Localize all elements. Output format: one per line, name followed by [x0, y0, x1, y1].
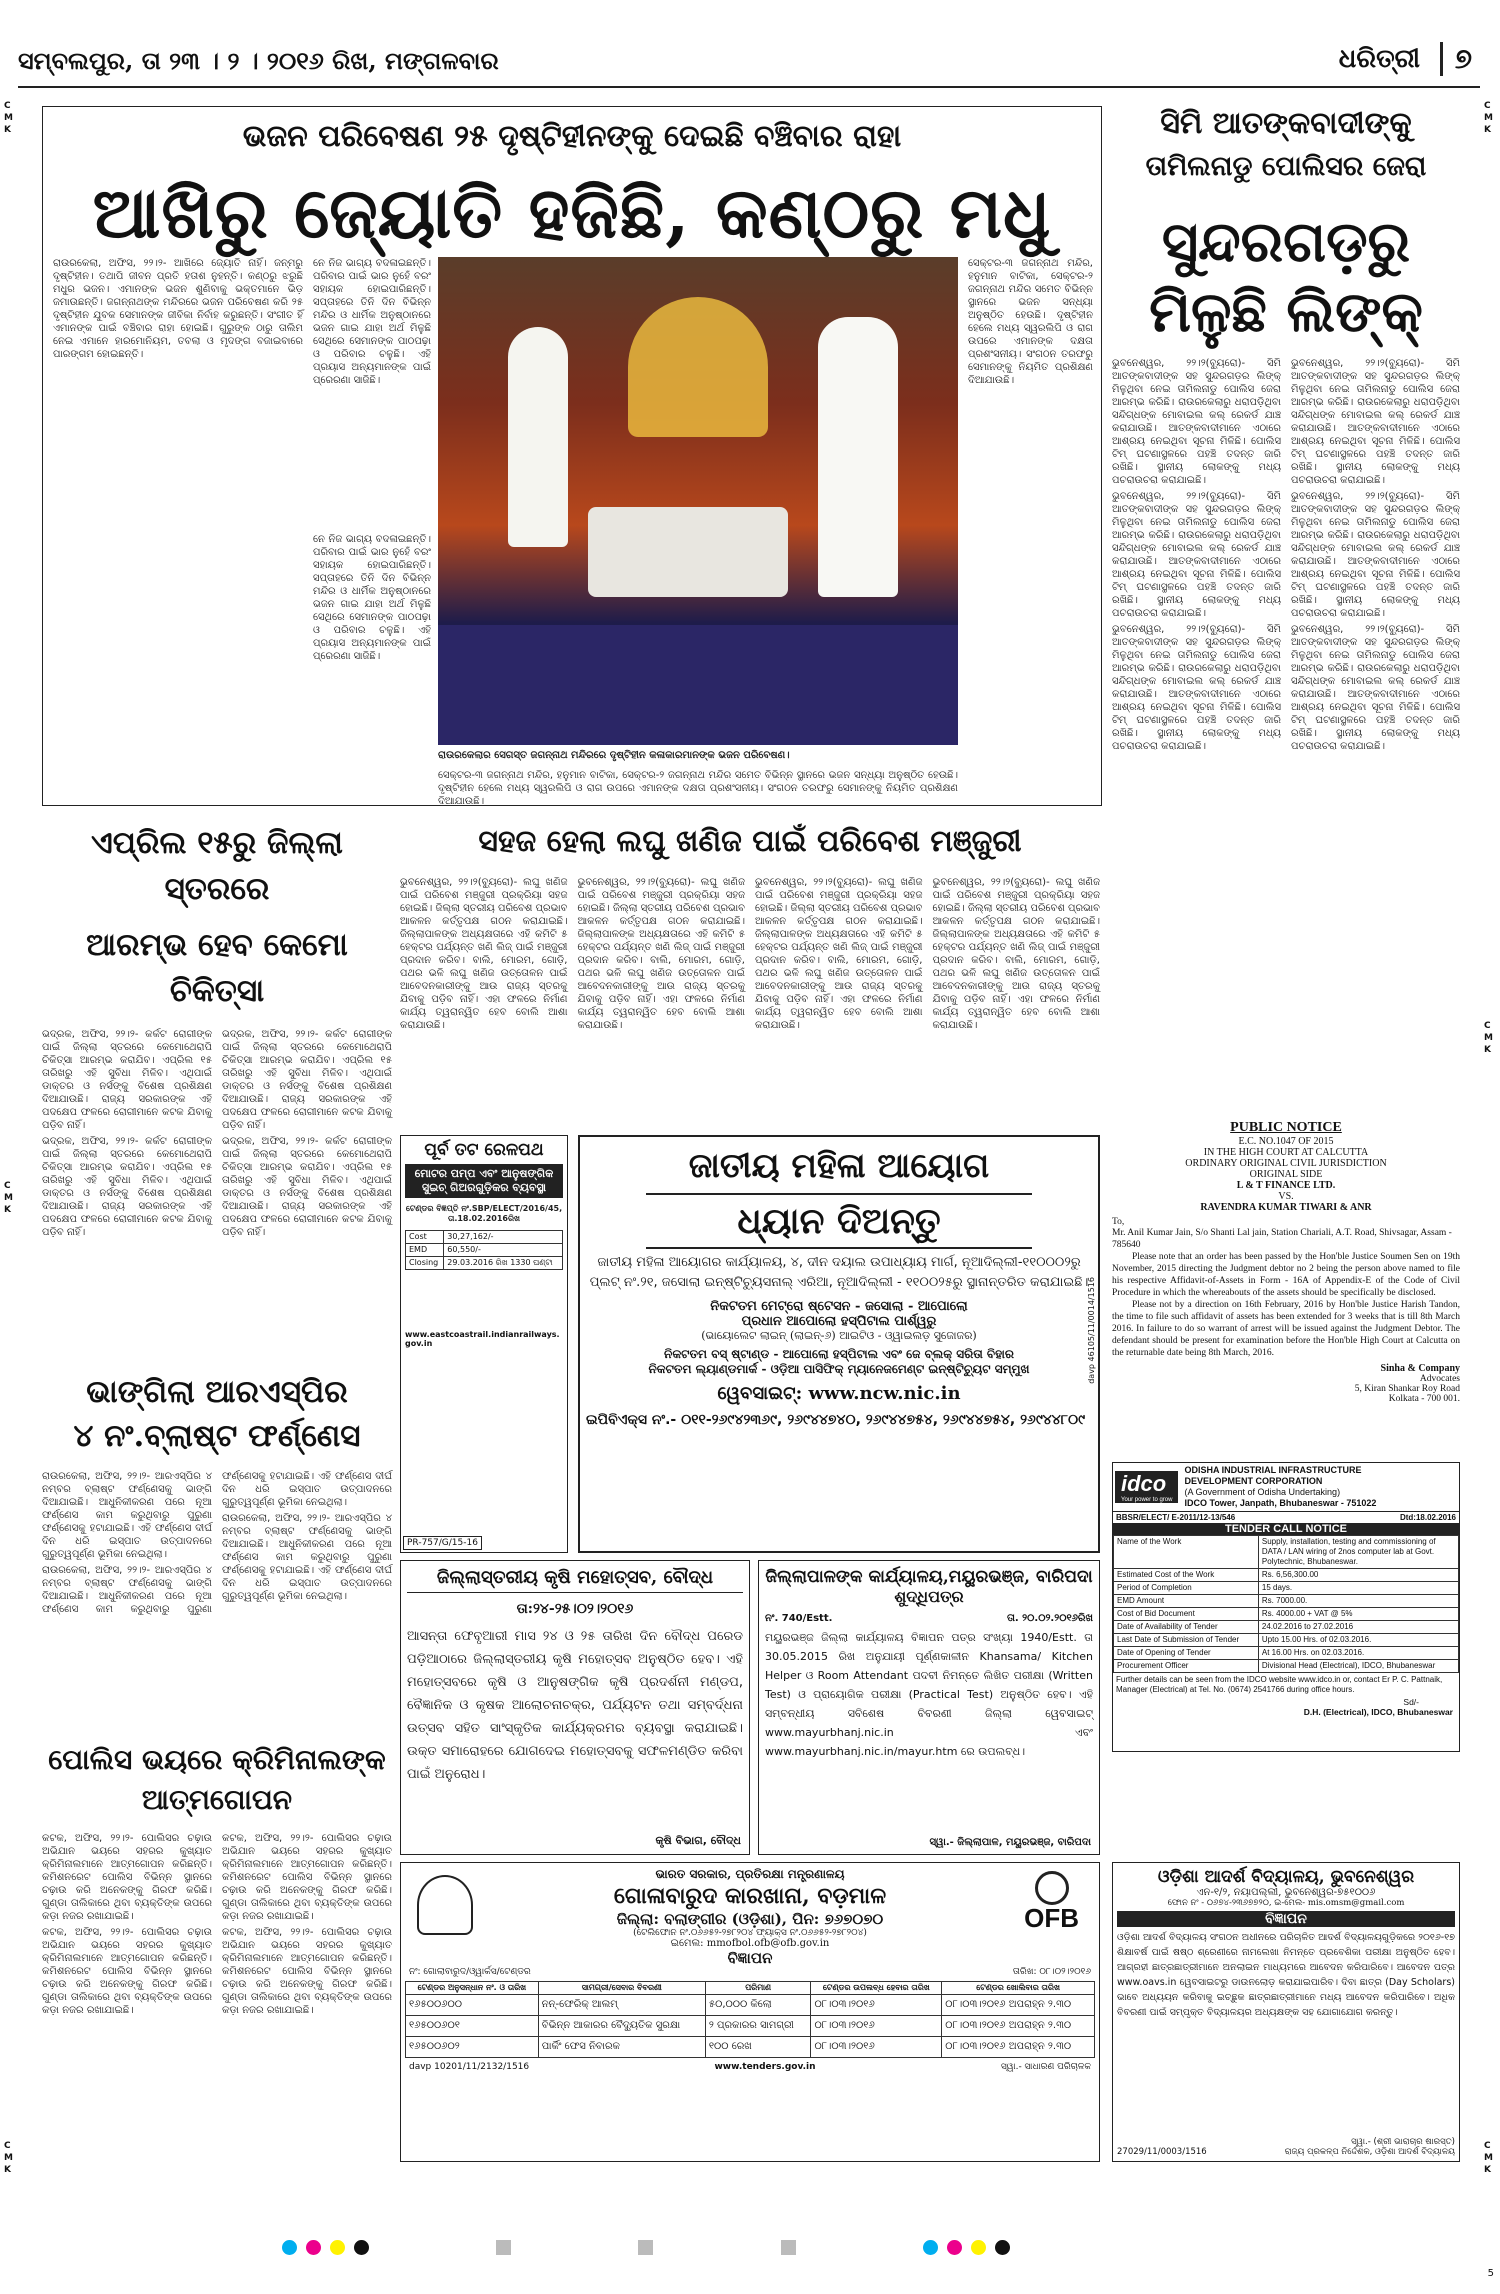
police-body-text-4: କଟକ, ଅଫିସ, ୨୨।୨- ପୋଲିସର ଚଢ଼ାଉ ଅଭିଯାନ ଭୟରେ ସହରର କୁଖ୍ୟାତ କ୍ରିମିନାଲମାନେ ଆତ୍ମଗୋପନ କରିଛନ୍ତି। କମିଶନରେଟ ପୋଲିସ ବିଭିନ୍ନ ସ୍ଥାନରେ ଚଢ଼ାଉ କରି ଅନେକଙ୍କୁ ଗିରଫ କରିଛି। ଗୁଣ୍ଡା ତାଲିକାରେ ଥିବା ବ୍ୟକ୍ତିଙ୍କ ଉପରେ କଡ଼ା ନଜର ରଖାଯାଇଛି।: [222, 1927, 392, 2016]
ofb-davp: davp 10201/11/2132/1516: [409, 2062, 530, 2072]
adarsha-bottom: [1117, 2147, 1455, 2157]
idco-cell-label: Name of the Work: [1114, 1536, 1259, 1569]
photo-deity: [628, 297, 768, 437]
idco-sign-2: D.H. (Electrical), IDCO, Bhubaneswar: [1303, 1707, 1453, 1717]
simi-body-text-6: ଭୁବନେଶ୍ୱର, ୨୨।୨(ବ୍ୟୁରୋ)- ସିମି ଆତଙ୍କବାଦୀଙ୍କ ସହ ସୁନ୍ଦରଗଡ଼ର ଲିଙ୍କ୍ ମିଳୁଥିବା ନେଇ ତାମିଲନାଡୁ ପୋଲିସ ଜେରା ଆରମ୍ଭ କରିଛି। ରାଉରକେଲାରୁ ଧରାପଡ଼ିଥିବା ସନ୍ଦିଗ୍ଧଙ୍କ ମୋବାଇଲ କଲ୍ ରେକର୍ଡ ଯାଞ୍ଚ କରାଯାଉଛି। ଆତଙ୍କବାଦୀମାନେ ଏଠାରେ ଆଶ୍ରୟ ନେଇଥିବା ସୂଚନା ମିଳିଛି। ପୋଲିସ ଟିମ୍ ଘଟଣାସ୍ଥଳରେ ପହଞ୍ଚି ତଦନ୍ତ ଜାରି ରଖିଛି। ସ୍ଥାନୀୟ ଲୋକଙ୍କୁ ମଧ୍ୟ ପଚରାଉଚରା କରାଯାଇଛି।: [1291, 624, 1460, 752]
ofb-cell: ୧୬୫୦୦୬୦୦: [406, 1995, 539, 2016]
idco-cell-value: 24.02.2016 to 27.02.2016: [1258, 1621, 1458, 1634]
chemo-story: [42, 820, 392, 1360]
env-body-text: ଭୁବନେଶ୍ୱର, ୨୨।୨(ବ୍ୟୁରୋ)- ଲଘୁ ଖଣିଜ ପାଇଁ ପରିବେଶ ମଞ୍ଜୁରୀ ପ୍ରକ୍ରିୟା ସହଜ ହୋଇଛି। ଜିଲ୍ଲା ସ୍ତରୀୟ ପରିବେଶ ପ୍ରଭାବ ଆକଳନ କର୍ତ୍ତୃପକ୍ଷ ଗଠନ କରାଯାଇଛି। ଜିଲ୍ଲାପାଳଙ୍କ ଅଧ୍ୟକ୍ଷତାରେ ଏହି କମିଟି ୫ ହେକ୍ଟର ପର୍ଯ୍ୟନ୍ତ ଖଣି ଲିଜ୍ ପାଇଁ ମଞ୍ଜୁରୀ ପ୍ରଦାନ କରିବ। ବାଲି, ମୋରମ, ଗୋଡ଼ି, ପଥର ଭଳି ଲଘୁ ଖଣିଜ ଉତ୍ତୋଳନ ପାଇଁ ଆବେଦନକାରୀଙ୍କୁ ଆଉ ରାଜ୍ୟ ସ୍ତରକୁ ଯିବାକୁ ପଡ଼ିବ ନାହିଁ। ଏହା ଫଳରେ ନିର୍ମାଣ କାର୍ଯ୍ୟ ତ୍ୱରାନ୍ୱିତ ହେବ ବୋଲି ଆଶା କରାଯାଉଛି।: [400, 877, 568, 1031]
cmk-mark-left-bottom: C M K: [4, 2141, 13, 2175]
police-body-text: କଟକ, ଅଫିସ, ୨୨।୨- ପୋଲିସର ଚଢ଼ାଉ ଅଭିଯାନ ଭୟରେ ସହରର କୁଖ୍ୟାତ କ୍ରିମିନାଲମାନେ ଆତ୍ମଗୋପନ କରିଛନ୍ତି। କମିଶନରେଟ ପୋଲିସ ବିଭିନ୍ନ ସ୍ଥାନରେ ଚଢ଼ାଉ କରି ଅନେକଙ୍କୁ ଗିରଫ କରିଛି। ଗୁଣ୍ଡା ତାଲିକାରେ ଥିବା ବ୍ୟକ୍ତିଙ୍କ ଉପରେ କଡ଼ା ନଜର ରଖାଯାଇଛି।: [42, 1833, 212, 1922]
idco-table: [1113, 1535, 1459, 1673]
police-headline: ପୋଲିସ ଭୟରେ କ୍ରିମିନାଲଙ୍କ ଆତ୍ମଗୋପନ: [48, 1743, 386, 1816]
idco-row: [1114, 1634, 1459, 1647]
env-body-text-4: ଭୁବନେଶ୍ୱର, ୨୨।୨(ବ୍ୟୁରୋ)- ଲଘୁ ଖଣିଜ ପାଇଁ ପରିବେଶ ମଞ୍ଜୁରୀ ପ୍ରକ୍ରିୟା ସହଜ ହୋଇଛି। ଜିଲ୍ଲା ସ୍ତରୀୟ ପରିବେଶ ପ୍ରଭାବ ଆକଳନ କର୍ତ୍ତୃପକ୍ଷ ଗଠନ କରାଯାଇଛି। ଜିଲ୍ଲାପାଳଙ୍କ ଅଧ୍ୟକ୍ଷତାରେ ଏହି କମିଟି ୫ ହେକ୍ଟର ପର୍ଯ୍ୟନ୍ତ ଖଣି ଲିଜ୍ ପାଇଁ ମଞ୍ଜୁରୀ ପ୍ରଦାନ କରିବ। ବାଲି, ମୋରମ, ଗୋଡ଼ି, ପଥର ଭଳି ଲଘୁ ଖଣିଜ ଉତ୍ତୋଳନ ପାଇଁ ଆବେଦନକାରୀଙ୍କୁ ଆଉ ରାଜ୍ୟ ସ୍ତରକୁ ଯିବାକୁ ପଡ଼ିବ ନାହିଁ। ଏହା ଫଳରେ ନିର୍ମାଣ କାର୍ଯ୍ୟ ତ୍ୱରାନ୍ୱିତ ହେବ ବୋଲି ଆଶା କରାଯାଉଛି।: [932, 877, 1101, 1031]
ofb-l4: (ଟେଲିଫୋନ ନଂ.୦୬୬୫୨-୨୭୮୨୦୪ ଫ୍ୟାକ୍ସ ନଂ.୦୬୬୫୨-୨୭୮୨୦୪): [633, 1928, 867, 1938]
chemo-headline-1: ଏପ୍ରିଲ ୧୫ରୁ ଜିଲ୍ଲା ସ୍ତରରେ: [91, 825, 343, 907]
masthead-rule: [18, 86, 1480, 88]
idco-title: TENDER CALL NOTICE: [1113, 1523, 1459, 1535]
ofb-footline: [405, 2062, 1095, 2072]
ofb-cell: ୦୮।୦୩।୨୦୧୬: [811, 2016, 942, 2037]
lead-body-4: [438, 769, 958, 807]
simi-body-text-3: ଭୁବନେଶ୍ୱର, ୨୨।୨(ବ୍ୟୁରୋ)- ସିମି ଆତଙ୍କବାଦୀଙ୍କ ସହ ସୁନ୍ଦରଗଡ଼ର ଲିଙ୍କ୍ ମିଳୁଥିବା ନେଇ ତାମିଲନାଡୁ ପୋଲିସ ଜେରା ଆରମ୍ଭ କରିଛି। ରାଉରକେଲାରୁ ଧରାପଡ଼ିଥିବା ସନ୍ଦିଗ୍ଧଙ୍କ ମୋବାଇଲ କଲ୍ ରେକର୍ଡ ଯାଞ୍ଚ କରାଯାଉଛି। ଆତଙ୍କବାଦୀମାନେ ଏଠାରେ ଆଶ୍ରୟ ନେଇଥିବା ସୂଚନା ମିଳିଛି। ପୋଲିସ ଟିମ୍ ଘଟଣାସ୍ଥଳରେ ପହଞ୍ଚି ତଦନ୍ତ ଜାରି ରଖିଛି। ସ୍ଥାନୀୟ ଲୋକଙ୍କୁ ମଧ୍ୟ ପଚରାଉଚରା କରାଯାଇଛି।: [1112, 624, 1281, 752]
idco-foot: Further details can be seen from the IDCO website www.idco.in or, contact Er P. C. Pattnaik, Manager (Electrical) at Tel. No. (0674) 2541766 during office hours.: [1116, 1675, 1443, 1694]
simi-body-text-4: ଭୁବନେଶ୍ୱର, ୨୨।୨(ବ୍ୟୁରୋ)- ସିମି ଆତଙ୍କବାଦୀଙ୍କ ସହ ସୁନ୍ଦରଗଡ଼ର ଲିଙ୍କ୍ ମିଳୁଥିବା ନେଇ ତାମିଲନାଡୁ ପୋଲିସ ଜେରା ଆରମ୍ଭ କରିଛି। ରାଉରକେଲାରୁ ଧରାପଡ଼ିଥିବା ସନ୍ଦିଗ୍ଧଙ୍କ ମୋବାଇଲ କଲ୍ ରେକର୍ଡ ଯାଞ୍ଚ କରାଯାଉଛି। ଆତଙ୍କବାଦୀମାନେ ଏଠାରେ ଆଶ୍ରୟ ନେଇଥିବା ସୂଚନା ମିଳିଛି। ପୋଲିସ ଟିମ୍ ଘଟଣାସ୍ଥଳରେ ପହଞ୍ଚି ତଦନ୍ତ ଜାରି ରଖିଛି। ସ୍ଥାନୀୟ ଲୋକଙ୍କୁ ମଧ୍ୟ ପଚରାଉଚରା କରାଯାଇଛି।: [1291, 358, 1460, 486]
krushi-sign: କୃଷି ବିଭାଗ, ବୌଦ୍ଧ: [655, 1834, 741, 1847]
notice-role: Advocates: [1419, 1374, 1460, 1384]
krushi-ad: [400, 1560, 750, 1855]
notice-firm: Sinha & Company: [1380, 1363, 1460, 1374]
ofb-cell: ୧୬୫୦୦୬୦୨: [406, 2037, 539, 2058]
chemo-body-text-2: ଭଦ୍ରକ, ଅଫିସ, ୨୨।୨- କର୍କଟ ରୋଗୀଙ୍କ ପାଇଁ ଜିଲ୍ଲା ସ୍ତରରେ କେମୋଥେରାପି ଚିକିତ୍ସା ଆରମ୍ଭ କରାଯିବ। ଏପ୍ରିଲ ୧୫ ତାରିଖରୁ ଏହି ସୁବିଧା ମିଳିବ। ଏଥିପାଇଁ ଡାକ୍ତର ଓ ନର୍ସଙ୍କୁ ବିଶେଷ ପ୍ରଶିକ୍ଷଣ ଦିଆଯାଉଛି। ରାଜ୍ୟ ସରକାରଙ୍କ ଏହି ପଦକ୍ଷେପ ଫଳରେ ରୋଗୀମାନେ କଟକ ଯିବାକୁ ପଡ଼ିବ ନାହିଁ।: [42, 1136, 212, 1238]
ofb-header-cell: ଟେଣ୍ଡର ଉପଲବ୍ଧ ହେବାର ତାରିଖ: [811, 1982, 942, 1995]
ofb-cell: ୨ ପ୍ରକାରର ସାମଗ୍ରୀ: [705, 2016, 811, 2037]
chemo-body-text-4: ଭଦ୍ରକ, ଅଫିସ, ୨୨।୨- କର୍କଟ ରୋଗୀଙ୍କ ପାଇଁ ଜିଲ୍ଲା ସ୍ତରରେ କେମୋଥେରାପି ଚିକିତ୍ସା ଆରମ୍ଭ କରାଯିବ। ଏପ୍ରିଲ ୧୫ ତାରିଖରୁ ଏହି ସୁବିଧା ମିଳିବ। ଏଥିପାଇଁ ଡାକ୍ତର ଓ ନର୍ସଙ୍କୁ ବିଶେଷ ପ୍ରଶିକ୍ଷଣ ଦିଆଯାଉଛି। ରାଜ୍ୟ ସରକାରଙ୍କ ଏହି ପଦକ୍ଷେପ ଫଳରେ ରୋଗୀମାନେ କଟକ ଯିବାକୁ ପଡ଼ିବ ନାହିଁ।: [222, 1136, 392, 1238]
ncw-bus: ନିକଟତମ ବସ୍ ଷ୍ଟାଣ୍ଡ - ଆପୋଲୋ ହସ୍ପିଟାଲ ଏବଂ ଜେ ବ୍ଲକ୍ ସରିତା ବିହାର: [664, 1347, 1014, 1361]
idco-cell-label: Last Date of Submission of Tender: [1114, 1634, 1259, 1647]
paper-logo: ଧରିତ୍ରୀ: [1338, 44, 1420, 74]
krushi-date: ତା:୨୪-୨୫।୦୨।୨୦୧୬: [516, 1601, 634, 1617]
dateline: ସମ୍ବଲପୁର, ତା ୨୩ । ୨ । ୨୦୧୬ ରିଖ, ମଙ୍ଗଳବାର: [18, 46, 499, 75]
ofb-emblem: [417, 1875, 473, 1935]
rail-site[interactable]: www.eastcoastrail.indianrailways.gov.in: [405, 1330, 560, 1348]
idco-row: [1114, 1647, 1459, 1660]
idco-cell-value: Rs. 6,56,300.00: [1258, 1569, 1458, 1582]
idco-ref: BBSR/ELECT/ E-2011/12-13/546: [1116, 1513, 1236, 1522]
lead-headline: ଆଖିରୁ ଜ୍ୟୋତି ହଜିଛି, କଣ୍ଠରୁ ମଧୁ: [92, 171, 1052, 254]
idco-cell-value: Divisional Head (Electrical), IDCO, Bhubaneswar: [1258, 1660, 1458, 1673]
police-body-text-3: କଟକ, ଅଫିସ, ୨୨।୨- ପୋଲିସର ଚଢ଼ାଉ ଅଭିଯାନ ଭୟରେ ସହରର କୁଖ୍ୟାତ କ୍ରିମିନାଲମାନେ ଆତ୍ମଗୋପନ କରିଛନ୍ତି। କମିଶନରେଟ ପୋଲିସ ବିଭିନ୍ନ ସ୍ଥାନରେ ଚଢ଼ାଉ କରି ଅନେକଙ୍କୁ ଗିରଫ କରିଛି। ଗୁଣ୍ଡା ତାଲିକାରେ ଥିବା ବ୍ୟକ୍ତିଙ୍କ ଉପରେ କଡ଼ା ନଜର ରଖାଯାଇଛି।: [222, 1833, 392, 1922]
mayur-title: ଜିଲ୍ଲାପାଳଙ୍କ କାର୍ଯ୍ୟାଳୟ,ମୟୁରଭଞ୍ଜ, ବାରିପଦା: [765, 1567, 1093, 1587]
ofb-header-cell: ଟେଣ୍ଡର ଖୋଲିବାର ତାରିଖ: [942, 1982, 1095, 1995]
rail-cost-label: Cost: [406, 1231, 444, 1244]
swatch-black-2: [995, 2240, 1010, 2255]
gray-patch-2: [638, 2240, 653, 2255]
ofb-cell: ନନ୍-ଫେରିକ୍ ଆଲମ୍: [538, 1995, 705, 2016]
ncw-metro: ନିକଟତମ ମେଟ୍ରୋ ଷ୍ଟେସନ - ଜସୋଲା - ଆପୋଲୋ: [710, 1299, 968, 1314]
ofb-header-cell: ଟେଣ୍ଡର ଅନୁସନ୍ଧାନ ନଂ. ଓ ତାରିଖ: [406, 1982, 539, 1995]
notice-p1: Please note that an order has been passed by the Hon'ble Justice Soumen Sen on 19th November, 2015 directing the Judgment debtor no 2 being the person above named to file his respective Affidavit-of-Assets in Form - 16A of Appendix-E of the Code of Civil Procedure in which the whereabouts of the assets should be specifically be disclosed.: [1112, 1252, 1460, 1298]
simi-headline-2: ମିଳୁଛି ଲିଙ୍କ୍: [1149, 279, 1423, 345]
lead-body-4-text: ସେକ୍ଟର-୩ ଜଗନ୍ନାଥ ମନ୍ଦିର, ହନୁମାନ ବାଟିକା, ସେକ୍ଟର-୨ ଜଗନ୍ନାଥ ମନ୍ଦିର ସମେତ ବିଭିନ୍ନ ସ୍ଥାନରେ ଭଜନ ସନ୍ଧ୍ୟା ଅନୁଷ୍ଠିତ ହେଉଛି। ଦୃଷ୍ଟିହୀନ ହେଲେ ମଧ୍ୟ ସ୍ୱରଲିପି ଓ ରାଗ ଉପରେ ଏମାନଙ୍କ ଦକ୍ଷତା ପ୍ରଶଂସନୀୟ। ସଂଗଠନ ତରଫରୁ ସେମାନଙ୍କୁ ନିୟମିତ ପ୍ରଶିକ୍ଷଣ ଦିଆଯାଉଛି।: [438, 770, 958, 807]
krushi-body: ଆସନ୍ତା ଫେବୃଆରୀ ମାସ ୨୪ ଓ ୨୫ ତାରିଖ ଦିନ ବୌଦ୍ଧ ପରେଡ ପଡ଼ିଆଠାରେ ଜିଲ୍ଲାସ୍ତରୀୟ କୃଷି ମହୋତ୍ସବ ଅନୁଷ୍ଠିତ ହେବ। ଏହି ମହୋତ୍ସବରେ କୃଷି ଓ ଆନୁଷଙ୍ଗିକ କୃଷି ପ୍ରଦର୍ଶନୀ ମଣ୍ଡପ, ବୈଜ୍ଞାନିକ ଓ କୃଷକ ଆଲୋଚନାଚକ୍ର, ପର୍ଯ୍ୟଟନ ତଥା ସମ୍ବର୍ଦ୍ଧନା ଉତ୍ସବ ସହିତ ସାଂସ୍କୃତିକ କାର୍ଯ୍ୟକ୍ରମର ବ୍ୟବସ୍ଥା କରାଯାଇଛି। ଉକ୍ତ ସମାରୋହରେ ଯୋଗଦେଇ ମହୋତ୍ସବକୁ ସଫଳମଣ୍ଡିତ କରିବା ପାଇଁ ଅନୁରୋଧ।: [407, 1629, 743, 1782]
idco-cell-label: EMD Amount: [1114, 1595, 1259, 1608]
lead-body-2-text: ନେ ନିଜ ଭାଗ୍ୟ ବଦଳାଇଛନ୍ତି। ପରିବାର ପାଇଁ ଭାର ନୁହେଁ ବରଂ ସହାୟକ ହୋଇପାରିଛନ୍ତି। ସପ୍ତାହରେ ତିନି ଦିନ ବିଭିନ୍ନ ମନ୍ଦିର ଓ ଧାର୍ମିକ ଅନୁଷ୍ଠାନରେ ଭଜନ ଗାଇ ଯାହା ଅର୍ଥ ମିଳୁଛି ସେଥିରେ ସେମାନଙ୍କ ପାଠପଢ଼ା ଓ ପରିବାର ଚଳୁଛି। ଏହି ପ୍ରୟାସ ଅନ୍ୟମାନଙ୍କ ପାଇଁ ପ୍ରେରଣା ସାଜିଛି।: [313, 258, 431, 386]
ncw-ad: [578, 1135, 1100, 1553]
idco-cell-label: Date of Availability of Tender: [1114, 1621, 1259, 1634]
ncw-phone: ଇପିବିଏକ୍ସ ନଂ.- ୦୧୧-୨୬୯୪୨୩୬୯, ୨୬୯୪୪୭୪୦, ୨୬୯୪୪୭୫୪, ୨୬୯୪୪୭୫୪, ୨୬୯୪୪୮୦୯: [586, 1412, 1086, 1428]
ofb-l3: ଜିଲ୍ଲା: ବଲାଙ୍ଗୀର (ଓଡ଼ିଶା), ପିନ: ୭୬୭୦୭୦: [616, 1910, 884, 1928]
simi-body-text: ଭୁବନେଶ୍ୱର, ୨୨।୨(ବ୍ୟୁରୋ)- ସିମି ଆତଙ୍କବାଦୀଙ୍କ ସହ ସୁନ୍ଦରଗଡ଼ର ଲିଙ୍କ୍ ମିଳୁଥିବା ନେଇ ତାମିଲନାଡୁ ପୋଲିସ ଜେରା ଆରମ୍ଭ କରିଛି। ରାଉରକେଲାରୁ ଧରାପଡ଼ିଥିବା ସନ୍ଦିଗ୍ଧଙ୍କ ମୋବାଇଲ କଲ୍ ରେକର୍ଡ ଯାଞ୍ଚ କରାଯାଉଛି। ଆତଙ୍କବାଦୀମାନେ ଏଠାରେ ଆଶ୍ରୟ ନେଇଥିବା ସୂଚନା ମିଳିଛି। ପୋଲିସ ଟିମ୍ ଘଟଣାସ୍ଥଳରେ ପହଞ୍ଚି ତଦନ୍ତ ଜାରି ରଖିଛି। ସ୍ଥାନୀୟ ଲୋକଙ୍କୁ ମଧ୍ୟ ପଚରାଉଚରା କରାଯାଇଛି।: [1112, 358, 1281, 486]
mayur-refline: [765, 1613, 1093, 1624]
idco-cell-label: Date of Opening of Tender: [1114, 1647, 1259, 1660]
ofb-cell: ୧୬୫୦୦୬୦୧: [406, 2016, 539, 2037]
idco-cell-value: Rs. 7000.00.: [1258, 1595, 1458, 1608]
notice-title: PUBLIC NOTICE: [1230, 1120, 1342, 1135]
ncw-exit: ପ୍ରଧାନ ଆପୋଲୋ ହସ୍ପିଟାଲ ପାର୍ଶ୍ୱରୁ: [741, 1314, 937, 1329]
notice-p2: Please not by a direction on 16th February, 2016 by Hon'ble Justice Harish Tandon, the time to file such affidavit of assets has been extended for 3 weeks that is till 8th March 2016. In failure to do so warrant of arrest will be issued against the Judgment Debtor. The defendant should be present for examination before the Hon'ble High Court at Calcutta on the returnable date being 8th March, 2016.: [1112, 1300, 1460, 1358]
rail-emd-label: EMD: [406, 1244, 444, 1257]
rail-ref: PR-757/G/15-16: [403, 1536, 482, 1550]
adarsha-sign-2: ରାଜ୍ୟ ପ୍ରକଳ୍ପ ନିର୍ଦ୍ଦେଶକ, ଓଡ଼ିଶା ଆଦର୍ଶ ବିଦ୍ୟାଳୟ: [1284, 2147, 1455, 2157]
simi-body-text-2: ଭୁବନେଶ୍ୱର, ୨୨।୨(ବ୍ୟୁରୋ)- ସିମି ଆତଙ୍କବାଦୀଙ୍କ ସହ ସୁନ୍ଦରଗଡ଼ର ଲିଙ୍କ୍ ମିଳୁଥିବା ନେଇ ତାମିଲନାଡୁ ପୋଲିସ ଜେରା ଆରମ୍ଭ କରିଛି। ରାଉରକେଲାରୁ ଧରାପଡ଼ିଥିବା ସନ୍ଦିଗ୍ଧଙ୍କ ମୋବାଇଲ କଲ୍ ରେକର୍ଡ ଯାଞ୍ଚ କରାଯାଉଛି। ଆତଙ୍କବାଦୀମାନେ ଏଠାରେ ଆଶ୍ରୟ ନେଇଥିବା ସୂଚନା ମିଳିଛି। ପୋଲିସ ଟିମ୍ ଘଟଣାସ୍ଥଳରେ ପହଞ୍ଚି ତଦନ୍ତ ଜାରି ରଖିଛି। ସ୍ଥାନୀୟ ଲୋକଙ୍କୁ ମଧ୍ୟ ପଚରାଉଚରା କରାଯାଇଛି।: [1112, 491, 1281, 619]
lead-photo: [438, 257, 958, 745]
swatch-black: [354, 2240, 369, 2255]
blast-headline-2: ୪ ନଂ.ବ୍ଲାଷ୍ଟ ଫର୍ଣ୍ଣେସ: [73, 1418, 361, 1454]
ncw-line: (ଭାୟୋଲେଟ ଲାଇନ୍ (ଲାଇନ୍-୬) ଆଇଟିଓ - ଓ୍ୱାଇଲଡ଼ ସୁଜୋଜର): [701, 1329, 977, 1342]
idco-name-1: ODISHA INDUSTRIAL INFRASTRUCTURE: [1184, 1465, 1362, 1475]
cmk-mark-right-mid: C M K: [1484, 1021, 1493, 1055]
idco-addr: IDCO Tower, Janpath, Bhubaneswar - 751022: [1184, 1498, 1377, 1508]
idco-cell-value: Rs. 4000.00 + VAT @ 5%: [1258, 1608, 1458, 1621]
blast-body-text-2: ରାଉରକେଲା, ଅଫିସ, ୨୨।୨- ଆରଏସ୍‌ପିର ୪ ନମ୍ବର ବ୍ଲାଷ୍ଟ ଫର୍ଣ୍ଣେସକୁ ଭାଙ୍ଗି ଦିଆଯାଇଛି। ଆଧୁନିକୀକରଣ ପରେ ନୂଆ ଫର୍ଣ୍ଣେସ କାମ କରୁଥିବାରୁ ପୁରୁଣା ଫର୍ଣ୍ଣେସକୁ ହଟାଯାଇଛି। ଏହି ଫର୍ଣ୍ଣେସ ଦୀର୍ଘ ଦିନ ଧରି ଇସ୍ପାତ ଉତ୍ପାଦନରେ ଗୁରୁତ୍ୱପୂର୍ଣ୍ଣ ଭୂମିକା ନେଇଥିଲା।: [42, 1471, 392, 1615]
env-body-text-3: ଭୁବନେଶ୍ୱର, ୨୨।୨(ବ୍ୟୁରୋ)- ଲଘୁ ଖଣିଜ ପାଇଁ ପରିବେଶ ମଞ୍ଜୁରୀ ପ୍ରକ୍ରିୟା ସହଜ ହୋଇଛି। ଜିଲ୍ଲା ସ୍ତରୀୟ ପରିବେଶ ପ୍ରଭାବ ଆକଳନ କର୍ତ୍ତୃପକ୍ଷ ଗଠନ କରାଯାଇଛି। ଜିଲ୍ଲାପାଳଙ୍କ ଅଧ୍ୟକ୍ଷତାରେ ଏହି କମିଟି ୫ ହେକ୍ଟର ପର୍ଯ୍ୟନ୍ତ ଖଣି ଲିଜ୍ ପାଇଁ ମଞ୍ଜୁରୀ ପ୍ରଦାନ କରିବ। ବାଲି, ମୋରମ, ଗୋଡ଼ି, ପଥର ଭଳି ଲଘୁ ଖଣିଜ ଉତ୍ତୋଳନ ପାଇଁ ଆବେଦନକାରୀଙ୍କୁ ଆଉ ରାଜ୍ୟ ସ୍ତରକୁ ଯିବାକୁ ପଡ଼ିବ ନାହିଁ। ଏହା ଫଳରେ ନିର୍ମାଣ କାର୍ଯ୍ୟ ତ୍ୱରାନ୍ୱିତ ହେବ ବୋଲି ଆଶା କରାଯାଉଛି।: [755, 877, 923, 1031]
ofb-header-cell: ସାମଗ୍ରୀ/ସେବାର ବିବରଣୀ: [538, 1982, 705, 1995]
page-number: ୭: [1440, 42, 1472, 76]
ofb-refline: [405, 1967, 1095, 1977]
idco-cell-value: Supply, installation, testing and commissioning of DATA / LAN wiring of 2nos computer lab at Govt. Polytechnic, Bhubaneswar.: [1258, 1536, 1458, 1569]
cmk-mark-left-top: C M K: [4, 101, 13, 135]
idco-sub: (A Government of Odisha Undertaking): [1184, 1487, 1341, 1497]
rail-cost: 30,27,162/-: [444, 1231, 563, 1244]
lead-body-2b-text: ନେ ନିଜ ଭାଗ୍ୟ ବଦଳାଇଛନ୍ତି। ପରିବାର ପାଇଁ ଭାର ନୁହେଁ ବରଂ ସହାୟକ ହୋଇପାରିଛନ୍ତି। ସପ୍ତାହରେ ତିନି ଦିନ ବିଭିନ୍ନ ମନ୍ଦିର ଓ ଧାର୍ମିକ ଅନୁଷ୍ଠାନରେ ଭଜନ ଗାଇ ଯାହା ଅର୍ଥ ମିଳୁଛି ସେଥିରେ ସେମାନଙ୍କ ପାଠପଢ଼ା ଓ ପରିବାର ଚଳୁଛି। ଏହି ପ୍ରୟାସ ଅନ୍ୟମାନଙ୍କ ପାଇଁ ପ୍ରେରଣା ସାଜିଛି।: [313, 534, 431, 662]
idco-row: [1114, 1595, 1459, 1608]
registration-bar: [280, 2240, 1280, 2260]
ofb-date: ତାରିଖ: ୦୮।୦୨।୨୦୧୬: [1012, 1967, 1091, 1977]
ofb-cell: ୦୮।୦୩।୨୦୧୬ ଅପରାହ୍ନ ୨.୩୦: [942, 2016, 1095, 2037]
lead-body-3-text: ସେକ୍ଟର-୩ ଜଗନ୍ନାଥ ମନ୍ଦିର, ହନୁମାନ ବାଟିକା, ସେକ୍ଟର-୨ ଜଗନ୍ନାଥ ମନ୍ଦିର ସମେତ ବିଭିନ୍ନ ସ୍ଥାନରେ ଭଜନ ସନ୍ଧ୍ୟା ଅନୁଷ୍ଠିତ ହେଉଛି। ଦୃଷ୍ଟିହୀନ ହେଲେ ମଧ୍ୟ ସ୍ୱରଲିପି ଓ ରାଗ ଉପରେ ଏମାନଙ୍କ ଦକ୍ଷତା ପ୍ରଶଂସନୀୟ। ସଂଗଠନ ତରଫରୁ ସେମାନଙ୍କୁ ନିୟମିତ ପ୍ରଶିକ୍ଷଣ ଦିଆଯାଉଛି।: [968, 258, 1093, 386]
rail-closing-label: Closing: [406, 1257, 444, 1270]
swatch-cyan-2: [923, 2240, 938, 2255]
lead-body-1: [53, 257, 303, 797]
mayur-sign: ସ୍ୱା.- ଜିଲ୍ଲାପାଳ, ମୟୁରଭଞ୍ଜ, ବାରିପଦା: [929, 1837, 1091, 1848]
swatch-magenta: [306, 2240, 321, 2255]
ofb-ad: [400, 1862, 1100, 2162]
simi-body-text-5: ଭୁବନେଶ୍ୱର, ୨୨।୨(ବ୍ୟୁରୋ)- ସିମି ଆତଙ୍କବାଦୀଙ୍କ ସହ ସୁନ୍ଦରଗଡ଼ର ଲିଙ୍କ୍ ମିଳୁଥିବା ନେଇ ତାମିଲନାଡୁ ପୋଲିସ ଜେରା ଆରମ୍ଭ କରିଛି। ରାଉରକେଲାରୁ ଧରାପଡ଼ିଥିବା ସନ୍ଦିଗ୍ଧଙ୍କ ମୋବାଇଲ କଲ୍ ରେକର୍ଡ ଯାଞ୍ଚ କରାଯାଉଛି। ଆତଙ୍କବାଦୀମାନେ ଏଠାରେ ଆଶ୍ରୟ ନେଇଥିବା ସୂଚନା ମିଳିଛି। ପୋଲିସ ଟିମ୍ ଘଟଣାସ୍ଥଳରେ ପହଞ୍ଚି ତଦନ୍ତ ଜାରି ରଖିଛି। ସ୍ଥାନୀୟ ଲୋକଙ୍କୁ ମଧ୍ୟ ପଚରାଉଚରା କରାଯାଇଛି।: [1291, 491, 1460, 619]
photo-singer-right: [818, 317, 898, 597]
mayur-body: ମୟୁରଭଞ୍ଜ ଜିଲ୍ଲା କାର୍ଯ୍ୟାଳୟ ବିଜ୍ଞାପନ ପତ୍ର ସଂଖ୍ୟା 1940/Estt. ତା 30.05.2015 ରିଖ ଅନୁଯାୟୀ ପୂର୍ଣ୍ଣକାଳୀନ Khansama/ Kitchen Helper ଓ Room Attendant ପଦବୀ ନିମନ୍ତେ ଲିଖିତ ପରୀକ୍ଷା (Written Test) ଓ ପ୍ରାୟୋଗିକ ପରୀକ୍ଷା (Practical Test) ଅନୁଷ୍ଠିତ ହେବ। ଏହି ସମ୍ବନ୍ଧୀୟ ସବିଶେଷ ବିବରଣୀ ଜିଲ୍ଲା ୱେବସାଇଟ୍ www.mayurbhanj.nic.in ଏବଂ www.mayurbhanj.nic.in/mayur.htm ରେ ଉପଲବ୍ଧ।: [765, 1631, 1093, 1758]
mayur-sub: ଶୁଦ୍ଧିପତ୍ର: [894, 1587, 964, 1606]
rail-title: ପୂର୍ବ ତଟ ରେଳପଥ: [424, 1140, 544, 1160]
police-body-text-2: କଟକ, ଅଫିସ, ୨୨।୨- ପୋଲିସର ଚଢ଼ାଉ ଅଭିଯାନ ଭୟରେ ସହରର କୁଖ୍ୟାତ କ୍ରିମିନାଲମାନେ ଆତ୍ମଗୋପନ କରିଛନ୍ତି। କମିଶନରେଟ ପୋଲିସ ବିଭିନ୍ନ ସ୍ଥାନରେ ଚଢ଼ାଉ କରି ଅନେକଙ୍କୁ ଗିରଫ କରିଛି। ଗୁଣ୍ଡା ତାଲିକାରେ ଥିବା ବ୍ୟକ୍ତିଙ୍କ ଉପରେ କଡ଼ା ନଜର ରଖାଯାଇଛି।: [42, 1927, 212, 2016]
police-story: [42, 1740, 392, 2160]
adarsha-mail: ଫୋନ ନଂ - ୦୬୭୪-୨୩୬୭୭୨୦, ଇ-ମେଲ- mis.omsm@gmail.com: [1167, 1898, 1405, 1908]
idco-logo: [1115, 1471, 1178, 1503]
notice-l5: L & T FINANCE LTD.: [1236, 1180, 1336, 1191]
idco-row: [1114, 1582, 1459, 1595]
env-body: [400, 876, 1100, 1121]
swatch-cyan: [282, 2240, 297, 2255]
chemo-headline-2: ଆରମ୍ଭ ହେବ କେମୋ ଚିକିତ୍ସା: [86, 927, 348, 1009]
idco-row: [1114, 1621, 1459, 1634]
lead-kicker: ଭଜନ ପରିବେଷଣ ୨୫ ଦୃଷ୍ଟିହୀନଙ୍କୁ ଦେଇଛି ବଞ୍ଚିବାର ରାହା: [242, 119, 902, 154]
idco-row: [1114, 1536, 1459, 1569]
ofb-table: [405, 1981, 1095, 2058]
lead-body-2: [313, 257, 431, 525]
swatch-yellow: [330, 2240, 345, 2255]
notice-l6: VS.: [1278, 1191, 1294, 1202]
public-notice: [1112, 1120, 1460, 1460]
ofb-cell: ୧୦୦ ରେଖ: [705, 2037, 811, 2058]
photo-children: [588, 507, 788, 597]
ofb-cell: ୦୮।୦୩।୨୦୧୬: [811, 1995, 942, 2016]
idco-logo-text: idco: [1121, 1471, 1167, 1496]
idco-cell-value: Upto 15.00 Hrs. of 02.03.2016.: [1258, 1634, 1458, 1647]
cmk-mark-left-mid: C M K: [4, 1181, 13, 1215]
page-corner-number: 5: [1487, 2268, 1494, 2279]
gray-patch-3: [781, 2240, 796, 2255]
gray-patch-1: [496, 2240, 511, 2255]
idco-dated: Dtd:18.02.2016: [1399, 1513, 1456, 1522]
idco-refline: [1113, 1512, 1459, 1523]
adarsha-sign: ସ୍ୱା.- (ଶ୍ରୀ ଭାରାଚାର ଷାରସ୍ତ): [1351, 2137, 1455, 2147]
ncw-web[interactable]: ୱେବସାଇଟ୍: www.ncw.nic.in: [717, 1383, 961, 1404]
chemo-body-text: ଭଦ୍ରକ, ଅଫିସ, ୨୨।୨- କର୍କଟ ରୋଗୀଙ୍କ ପାଇଁ ଜିଲ୍ଲା ସ୍ତରରେ କେମୋଥେରାପି ଚିକିତ୍ସା ଆରମ୍ଭ କରାଯିବ। ଏପ୍ରିଲ ୧୫ ତାରିଖରୁ ଏହି ସୁବିଧା ମିଳିବ। ଏଥିପାଇଁ ଡାକ୍ତର ଓ ନର୍ସଙ୍କୁ ବିଶେଷ ପ୍ରଶିକ୍ଷଣ ଦିଆଯାଉଛି। ରାଜ୍ୟ ସରକାରଙ୍କ ଏହି ପଦକ୍ଷେପ ଫଳରେ ରୋଗୀମାନେ କଟକ ଯିବାକୁ ପଡ଼ିବ ନାହିଁ।: [42, 1029, 212, 1131]
ncw-body: ଜାତୀୟ ମହିଳା ଆୟୋଗର କାର୍ଯ୍ୟାଳୟ, ୪, ଦୀନ ଦୟାଲ ଉପାଧ୍ୟାୟ ମାର୍ଗ, ନୂଆଦିଲ୍ଲୀ-୧୧୦୦୦୨ରୁ ପ୍ଲଟ୍ ନଂ.୨୧, ଜସୋଲା ଇନ୍‌ଷ୍ଟିଚ୍ୟୁସନାଲ୍ ଏରିଆ, ନୂଆଦିଲ୍ଲୀ - ୧୧୦୦୨୫ରୁ ସ୍ଥାନାନ୍ତରିତ କରାଯାଇଛି।: [589, 1255, 1089, 1290]
ofb-cell: ପାର୍କିଂ ଫେସ ନିବାରକ: [538, 2037, 705, 2058]
idco-cell-label: Period of Completion: [1114, 1582, 1259, 1595]
ncw-davp: davp 46105/11/0014/1516: [1087, 1277, 1096, 1384]
lead-story: [42, 106, 1102, 806]
rail-emd: 60,550/-: [444, 1244, 563, 1257]
ofb-sign: ସ୍ୱା.- ସାଧାରଣ ପରିଚାଳକ: [1000, 2062, 1091, 2072]
ofb-ref: ନଂ: ଗୋଲାବାରୁଦ/ଓ୍ୱାର୍କସ/ଟେଣ୍ଡର: [409, 1967, 531, 1977]
blast-headline-1: ଭାଙ୍ଗିଲା ଆରଏସ୍‌ପିର: [86, 1374, 348, 1410]
notice-l2: IN THE HIGH COURT AT CALCUTTA: [1203, 1147, 1369, 1158]
lead-body-1-text: ରାଉରକେଲା, ଅଫିସ, ୨୨।୨- ଆଖିରେ ଜ୍ୟୋତି ନାହିଁ। ଜନ୍ମରୁ ଦୃଷ୍ଟିହୀନ। ତଥାପି ଜୀବନ ପ୍ରତି ହତାଶ ନୁହନ୍ତି। କଣ୍ଠରୁ ଝରୁଛି ମଧୁର ଭଜନ। ଏମାନଙ୍କ ଭଜନ ଶୁଣିବାକୁ ଭକ୍ତମାନେ ଭିଡ଼ ଜମାଉଛନ୍ତି। ଜଗନ୍ନାଥଙ୍କ ମନ୍ଦିରରେ ଭଜନ ପରିବେଷଣ କରି ୨୫ ଦୃଷ୍ଟିହୀନ ଯୁବକ ସେମାନଙ୍କ ଜୀବିକା ନିର୍ବାହ କରୁଛନ୍ତି। ସଂଗୀତ ହିଁ ଏମାନଙ୍କ ପାଇଁ ବଞ୍ଚିବାର ରାହା ହୋଇଛି। ଗୁରୁଙ୍କ ଠାରୁ ତାଲିମ ନେଇ ଏମାନେ ହାରମୋନିୟମ, ତବଲା ଓ ମୃଦଙ୍ଗ ବଜାଇବାରେ ପାରଙ୍ଗମ ହୋଇଛନ୍ତି।: [53, 258, 303, 360]
ofb-l1: ଭାରତ ସରକାର, ପ୍ରତିରକ୍ଷା ମନ୍ତ୍ରଣାଳୟ: [655, 1867, 845, 1881]
photo-singer-left: [508, 327, 568, 547]
ofb-logo-mark: [1035, 1871, 1069, 1905]
simi-headline-1: ସୁନ୍ଦରଗଡ଼ରୁ: [1161, 209, 1411, 275]
ncw-banner: ଧ୍ୟାନ ଦିଅନ୍ତୁ: [646, 1193, 1032, 1249]
ofb-cell: ୦୮।୦୩।୨୦୧୬: [811, 2037, 942, 2058]
adarsha-head: ବିଜ୍ଞାପନ: [1117, 1911, 1455, 1927]
idco-row: [1114, 1608, 1459, 1621]
notice-l3: ORDINARY ORIGINAL CIVIL JURISDICTION: [1185, 1158, 1387, 1169]
notice-fa1: 5, Kiran Shankar Roy Road: [1354, 1384, 1460, 1394]
idco-tender: [1112, 1462, 1460, 1752]
idco-cell-value: 15 days.: [1258, 1582, 1458, 1595]
env-story: [400, 820, 1100, 1125]
blast-body-text: ରାଉରକେଲା, ଅଫିସ, ୨୨।୨- ଆରଏସ୍‌ପିର ୪ ନମ୍ବର ବ୍ଲାଷ୍ଟ ଫର୍ଣ୍ଣେସକୁ ଭାଙ୍ଗି ଦିଆଯାଇଛି। ଆଧୁନିକୀକରଣ ପରେ ନୂଆ ଫର୍ଣ୍ଣେସ କାମ କରୁଥିବାରୁ ପୁରୁଣା ଫର୍ଣ୍ଣେସକୁ ହଟାଯାଇଛି। ଏହି ଫର୍ଣ୍ଣେସ ଦୀର୍ଘ ଦିନ ଧରି ଇସ୍ପାତ ଉତ୍ପାଦନରେ ଗୁରୁତ୍ୱପୂର୍ଣ୍ଣ ଭୂମିକା ନେଇଥିଲା।: [42, 1471, 212, 1560]
ofb-cell: ୫୦,୦୦୦ କିଲୋ: [705, 1995, 811, 2016]
ofb-cell: ୦୮।୦୩।୨୦୧୬ ଅପରାହ୍ନ ୨.୩୦: [942, 1995, 1095, 2016]
lead-body-3: [968, 257, 1093, 797]
ofb-row: [406, 1995, 1095, 2016]
mayur-ad: [758, 1560, 1100, 1855]
idco-cell-label: Cost of Bid Document: [1114, 1608, 1259, 1621]
adarsha-ad: [1112, 1862, 1460, 2162]
adarsha-title: ଓଡ଼ିଶା ଆଦର୍ଶ ବିଦ୍ୟାଳୟ, ଭୁବନେଶ୍ୱର: [1157, 1867, 1415, 1887]
idco-header: [1113, 1463, 1459, 1512]
simi-story: [1112, 106, 1460, 1106]
mayur-date: ତା. ୨୦.୦୨.୨୦୧୬ରିଖ: [1006, 1613, 1093, 1624]
ofb-logo: OFB: [1024, 1903, 1079, 1933]
ofb-row: [406, 2016, 1095, 2037]
krushi-title: ଜିଲ୍ଲାସ୍ତରୀୟ କୃଷି ମହୋତ୍ସବ, ବୌଦ୍ଧ: [407, 1567, 743, 1593]
ofb-web[interactable]: www.tenders.gov.in: [714, 2062, 816, 2072]
notice-fa2: Kolkata - 700 001.: [1388, 1394, 1460, 1404]
idco-name-2: DEVELOPMENT CORPORATION: [1184, 1476, 1323, 1486]
idco-name: [1184, 1465, 1376, 1509]
ncw-title: ଜାତୀୟ ମହିଳା ଆୟୋଗ: [688, 1146, 990, 1186]
ofb-cell: ୦୮।୦୩।୨୦୧୬ ଅପରାହ୍ନ ୨.୩୦: [942, 2037, 1095, 2058]
simi-sub: ତାମିଲନାଡୁ ପୋଲିସର ଜେରା: [1145, 151, 1427, 182]
swatch-yellow-2: [971, 2240, 986, 2255]
notice-addr: Mr. Anil Kumar Jain, S/o Shanti Lal jain, Station Chariali, A.T. Road, Shivsagar, Assam - 785640: [1112, 1228, 1452, 1250]
police-body: [42, 1832, 392, 2187]
notice-l1: E.C. NO.1047 OF 2015: [1238, 1136, 1334, 1147]
ofb-l2: ଗୋଳାବାରୁଦ କାରଖାନା, ବଡ଼ମାଳ: [613, 1883, 887, 1909]
idco-cell-label: Procurement Officer: [1114, 1660, 1259, 1673]
blast-body-text-3: ରାଉରକେଲା, ଅଫିସ, ୨୨।୨- ଆରଏସ୍‌ପିର ୪ ନମ୍ବର ବ୍ଲାଷ୍ଟ ଫର୍ଣ୍ଣେସକୁ ଭାଙ୍ଗି ଦିଆଯାଇଛି। ଆଧୁନିକୀକରଣ ପରେ ନୂଆ ଫର୍ଣ୍ଣେସ କାମ କରୁଥିବାରୁ ପୁରୁଣା ଫର୍ଣ୍ଣେସକୁ ହଟାଯାଇଛି। ଏହି ଫର୍ଣ୍ଣେସ ଦୀର୍ଘ ଦିନ ଧରି ଇସ୍ପାତ ଉତ୍ପାଦନରେ ଗୁରୁତ୍ୱପୂର୍ଣ୍ଣ ଭୂମିକା ନେଇଥିଲା।: [222, 1513, 392, 1602]
rail-table: [405, 1230, 563, 1270]
ofb-row: [406, 2037, 1095, 2058]
blast-story: [42, 1370, 392, 1730]
ofb-title: ବିଜ୍ଞାପନ: [727, 1949, 773, 1967]
rail-subtitle: ମୋଟର ପମ୍ପ ଏବଂ ଆନୁଷଙ୍ଗିକ ସୁଇଚ୍ ଗିଅରଗୁଡ଼ିକର ବ୍ୟବସ୍ଥା: [405, 1164, 563, 1198]
idco-sign-1: Sd/-: [1403, 1697, 1419, 1707]
adarsha-addr: ଏନ-୧/୨, ନୟାପଲ୍ଲୀ, ଭୁବନେଶ୍ୱର-୭୫୧୦୦୬: [1196, 1887, 1376, 1898]
ofb-mail: ଇମେଲ: mmofbol.ofb@ofb.gov.in: [670, 1938, 830, 1949]
ofb-cell: ବିଭିନ୍ନ ଆକାରର ବୈଦ୍ୟୁତିକ ସୁରକ୍ଷା: [538, 2016, 705, 2037]
env-body-text-2: ଭୁବନେଶ୍ୱର, ୨୨।୨(ବ୍ୟୁରୋ)- ଲଘୁ ଖଣିଜ ପାଇଁ ପରିବେଶ ମଞ୍ଜୁରୀ ପ୍ରକ୍ରିୟା ସହଜ ହୋଇଛି। ଜିଲ୍ଲା ସ୍ତରୀୟ ପରିବେଶ ପ୍ରଭାବ ଆକଳନ କର୍ତ୍ତୃପକ୍ଷ ଗଠନ କରାଯାଇଛି। ଜିଲ୍ଲାପାଳଙ୍କ ଅଧ୍ୟକ୍ଷତାରେ ଏହି କମିଟି ୫ ହେକ୍ଟର ପର୍ଯ୍ୟନ୍ତ ଖଣି ଲିଜ୍ ପାଇଁ ମଞ୍ଜୁରୀ ପ୍ରଦାନ କରିବ। ବାଲି, ମୋରମ, ଗୋଡ଼ି, ପଥର ଭଳି ଲଘୁ ଖଣିଜ ଉତ୍ତୋଳନ ପାଇଁ ଆବେଦନକାରୀଙ୍କୁ ଆଉ ରାଜ୍ୟ ସ୍ତରକୁ ଯିବାକୁ ପଡ଼ିବ ନାହିଁ। ଏହା ଫଳରେ ନିର୍ମାଣ କାର୍ଯ୍ୟ ତ୍ୱରାନ୍ୱିତ ହେବ ବୋଲି ଆଶା କରାଯାଉଛି।: [577, 877, 746, 1031]
cmk-mark-right-bottom: C M K: [1484, 2141, 1493, 2175]
idco-row: [1114, 1569, 1459, 1582]
ofb-header-cell: ପରିମାଣ: [705, 1982, 811, 1995]
mayur-no: ନଂ. 740/Estt.: [765, 1613, 833, 1624]
notice-l7: RAVENDRA KUMAR TIWARI & ANR: [1200, 1202, 1372, 1213]
chemo-body-text-3: ଭଦ୍ରକ, ଅଫିସ, ୨୨।୨- କର୍କଟ ରୋଗୀଙ୍କ ପାଇଁ ଜିଲ୍ଲା ସ୍ତରରେ କେମୋଥେରାପି ଚିକିତ୍ସା ଆରମ୍ଭ କରାଯିବ। ଏପ୍ରିଲ ୧୫ ତାରିଖରୁ ଏହି ସୁବିଧା ମିଳିବ। ଏଥିପାଇଁ ଡାକ୍ତର ଓ ନର୍ସଙ୍କୁ ବିଶେଷ ପ୍ରଶିକ୍ଷଣ ଦିଆଯାଉଛି। ରାଜ୍ୟ ସରକାରଙ୍କ ଏହି ପଦକ୍ଷେପ ଫଳରେ ରୋଗୀମାନେ କଟକ ଯିବାକୁ ପଡ଼ିବ ନାହିଁ।: [222, 1029, 392, 1131]
lead-caption: ରାଉରକେଲାର ସେଗସ୍ତ ଜଗନ୍ନାଥ ମନ୍ଦିରରେ ଦୃଷ୍ଟିହୀନ କଳାକାରମାନଙ୍କ ଭଜନ ପରିବେଷଣ।: [438, 750, 790, 761]
env-headline: ସହଜ ହେଲା ଲଘୁ ଖଣିଜ ପାଇଁ ପରିବେଶ ମଞ୍ଜୁରୀ: [478, 824, 1022, 859]
idco-tag: Your power to grow: [1121, 1497, 1173, 1503]
simi-body: [1112, 357, 1460, 1147]
ofb-header-row: [406, 1982, 1095, 1995]
railway-ad: [400, 1135, 568, 1553]
idco-cell-value: At 16.00 Hrs. on 02.03.2016.: [1258, 1647, 1458, 1660]
blast-body: [42, 1470, 392, 1710]
cmk-mark-right-top: C M K: [1484, 101, 1493, 135]
rail-tender: ଟେଣ୍ଡର ବିଜ୍ଞପ୍ତି ନଂ.SBP/ELECT/2016/45, ତା.18.02.2016ରିଖ: [405, 1204, 563, 1223]
photo-stage: [438, 625, 958, 745]
notice-l4: ORIGINAL SIDE: [1249, 1169, 1323, 1180]
adarsha-ref: 27029/11/0003/1516: [1117, 2147, 1207, 2157]
swatch-magenta-2: [947, 2240, 962, 2255]
simi-kicker: ସିମି ଆତଙ୍କବାଦୀଙ୍କୁ: [1160, 106, 1412, 141]
lead-body-2b: [313, 533, 431, 799]
notice-to: To,: [1112, 1217, 1125, 1227]
idco-row: [1114, 1660, 1459, 1673]
ncw-landmark: ନିକଟତମ ଲ୍ୟାଣ୍ଡମାର୍କ - ଓଡ଼ିଆ ପାସିଫିକ୍ ମ୍ୟାନେଜମେଣ୍ଟ ଇନ୍‌ଷ୍ଟିଚ୍ୟୁଟ ସମ୍ମୁଖ: [648, 1362, 1030, 1376]
adarsha-footline: [1117, 2137, 1455, 2157]
idco-cell-label: Estimated Cost of the Work: [1114, 1569, 1259, 1582]
adarsha-body: ଓଡ଼ିଶା ଆଦର୍ଶ ବିଦ୍ୟାଳୟ ସଂଗଠନ ଅଧୀନରେ ପରିଚାଳିତ ଆଦର୍ଶ ବିଦ୍ୟାଳୟଗୁଡ଼ିକରେ ୨୦୧୬-୧୭ ଶିକ୍ଷାବର୍ଷ ପାଇଁ ଷଷ୍ଠ ଶ୍ରେଣୀରେ ନାମଲେଖା ନିମନ୍ତେ ପ୍ରବେଶିକା ପରୀକ୍ଷା ଅନୁଷ୍ଠିତ ହେବ। ଆଗ୍ରହୀ ଛାତ୍ରଛାତ୍ରୀମାନେ ଅନଲାଇନ ମାଧ୍ୟମରେ ଆବେଦନ କରିପାରିବେ। ଆବେଦନ ପତ୍ର www.oavs.in ୱେବସାଇଟରୁ ଡାଉନଲୋଡ଼ କରାଯାଇପାରିବ। ଦିବା ଛାତ୍ର (Day Scholars) ଭାବେ ଅଧ୍ୟୟନ କରିବାକୁ ଇଚ୍ଛୁକ ଛାତ୍ରଛାତ୍ରୀମାନେ ମଧ୍ୟ ଆବେଦନ କରିପାରିବେ। ଅଧିକ ବିବରଣୀ ପାଇଁ ସମ୍ପୃକ୍ତ ବିଦ୍ୟାଳୟର ଅଧ୍ୟକ୍ଷଙ୍କ ସହ ଯୋଗାଯୋଗ କରନ୍ତୁ।: [1117, 1932, 1455, 2018]
rail-closing: 29.03.2016 ରିଖ 1330 ଘଣ୍ଟା: [444, 1257, 563, 1270]
masthead: [18, 40, 1480, 82]
